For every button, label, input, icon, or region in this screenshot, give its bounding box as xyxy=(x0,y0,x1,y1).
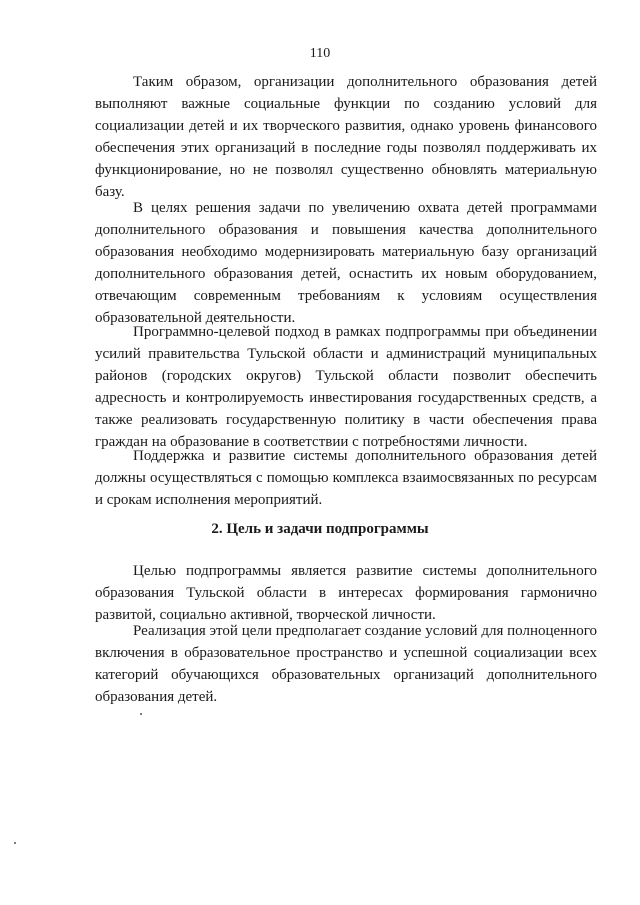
paragraph-funding: Таким образом, организации дополнительного образования детей выполняют важные социальные функции по созданию условий для социализации детей и их творческого развития, однако уровень финансового обеспечения этих организаций в последние годы позволял поддерживать их функционирование, но не позволял существенно обновлять материальную базу. xyxy=(95,74,597,200)
paragraph-goal: Целью подпрограммы является развитие системы дополнительного образования Тульской области в интересах формирования гармонично развитой, социально активной, творческой личности. xyxy=(95,563,597,623)
page-number: 110 xyxy=(309,46,331,61)
paragraph-modernization: В целях решения задачи по увеличению охвата детей программами дополнительного образования и повышения качества дополнительного образования необходимо модернизировать материальную базу организаций дополнительного образования детей, оснастить их новым оборудованием, отвечающим современным требованиям к условиям осуществления образовательной деятельности. xyxy=(95,200,597,326)
paragraph-support: Поддержка и развитие системы дополнительного образования детей должны осуществляться с помощью комплекса взаимосвязанных по ресурсам и срокам исполнения мероприятий. xyxy=(95,448,597,508)
scan-speck xyxy=(140,713,142,715)
paragraph-program-approach: Программно-целевой подход в рамках подпрограммы при объединении усилий правительства Тульской области и администраций муниципальных районов (городских округов) Тульской области позволит обеспечить адресность и контролируемость инвестирования государственных средств, а также реализовать государственную политику в части обеспечения права граждан на образование в соответствии с потребностями личности. xyxy=(95,324,597,450)
scan-speck xyxy=(14,842,16,844)
paragraph-implementation: Реализация этой цели предполагает создание условий для полноценного включения в образовательное пространство и успешной социализации всех категорий обучающихся образовательных организаций дополнительного образования детей. xyxy=(95,623,597,705)
section-heading: 2. Цель и задачи подпрограммы xyxy=(211,521,429,537)
